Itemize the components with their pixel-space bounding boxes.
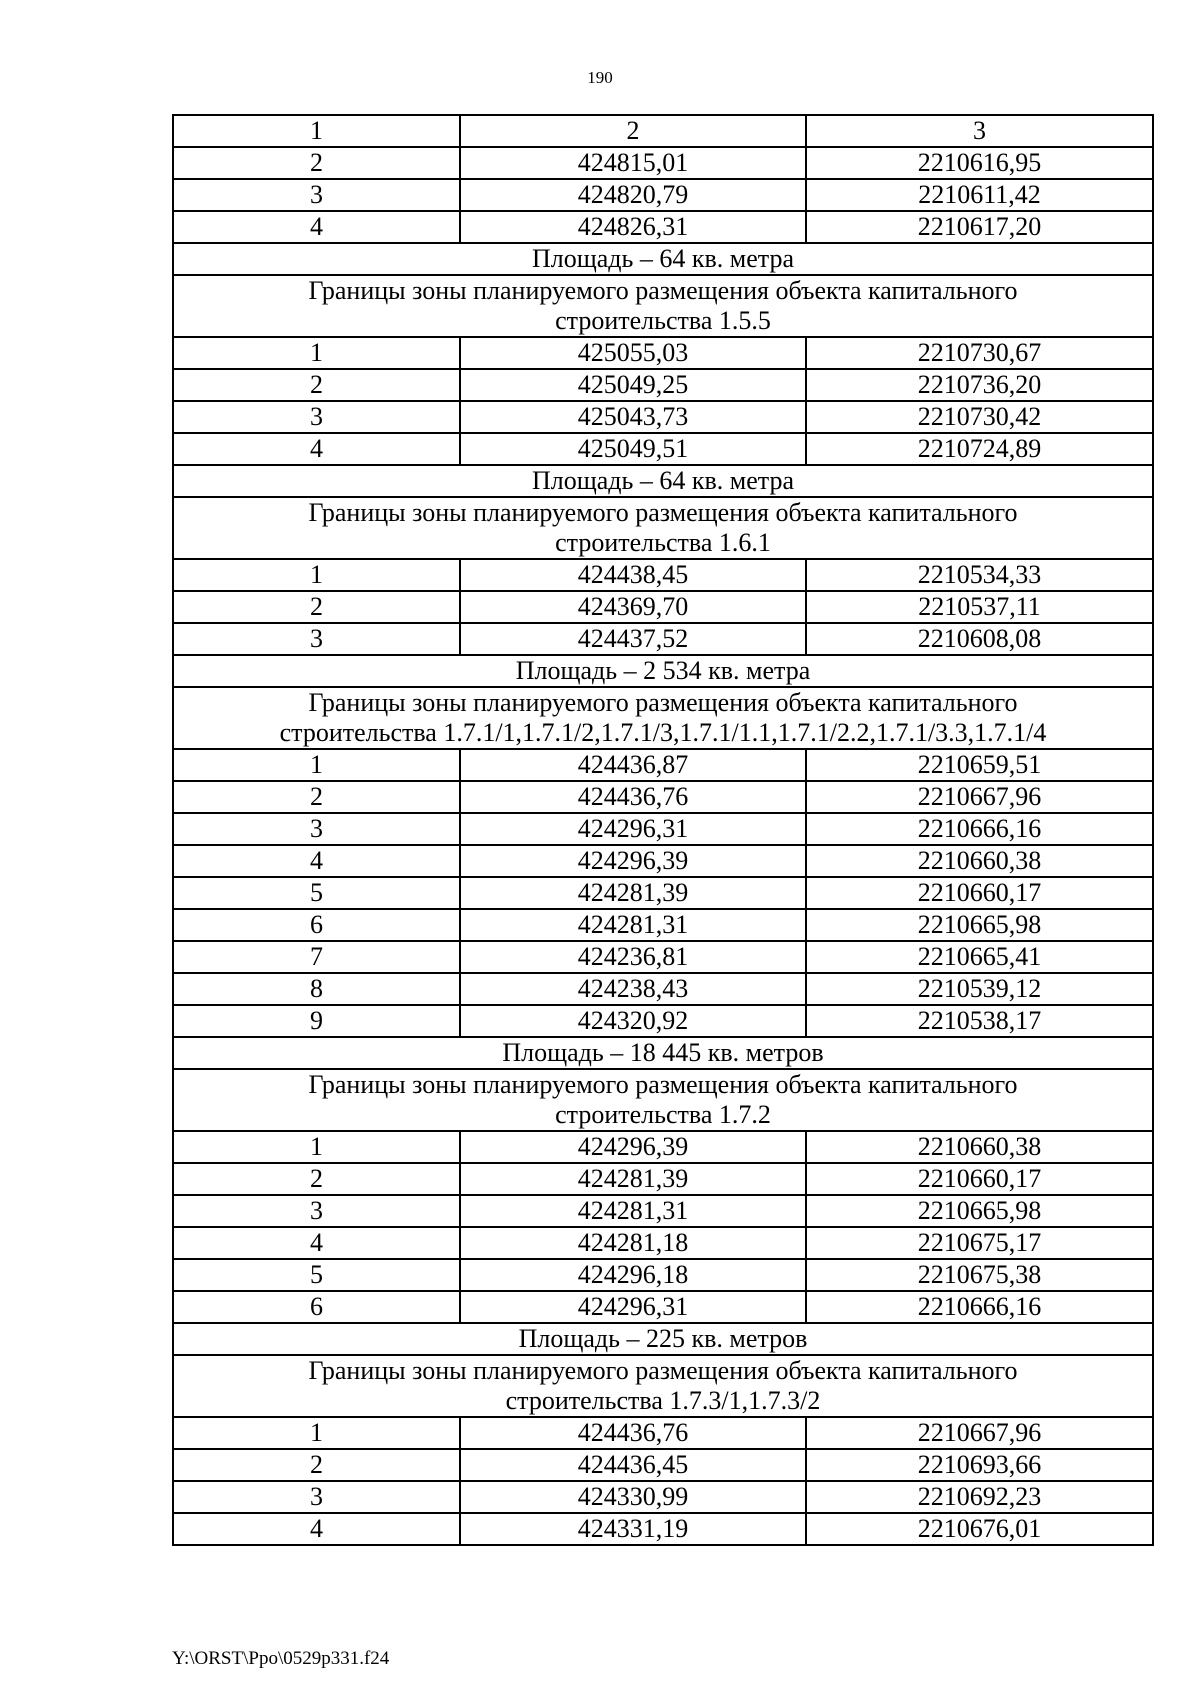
area-row	[173, 465, 1153, 497]
point-number-cell: 6	[173, 909, 460, 941]
y-coordinate-cell: 2210665,98	[806, 1195, 1153, 1227]
table-row	[173, 1449, 1153, 1481]
point-number-cell: 1	[173, 337, 460, 369]
y-coordinate-cell: 2210660,17	[806, 1163, 1153, 1195]
x-coordinate-cell: 424820,79	[460, 179, 806, 211]
table-row	[173, 1481, 1153, 1513]
x-coordinate-cell: 424296,31	[460, 813, 806, 845]
area-row	[173, 243, 1153, 275]
table-row	[173, 1163, 1153, 1195]
table-row	[173, 591, 1153, 623]
point-number-cell: 1	[173, 749, 460, 781]
x-coordinate-cell: 424238,43	[460, 973, 806, 1005]
area-cell: Площадь – 18 445 кв. метров	[173, 1037, 1153, 1069]
point-number-cell: 9	[173, 1005, 460, 1037]
x-coordinate-cell: 424281,39	[460, 877, 806, 909]
section-title-row	[173, 687, 1153, 749]
table-row	[173, 559, 1153, 591]
section-title-line-1: Границы зоны планируемого размещения объекта капитального	[308, 1356, 1018, 1385]
y-coordinate-cell: 2210736,20	[806, 369, 1153, 401]
section-title-row	[173, 275, 1153, 337]
y-coordinate-cell: 2210675,38	[806, 1259, 1153, 1291]
section-title-line-1: Границы зоны планируемого размещения объекта капитального	[308, 498, 1018, 527]
header-cell-2: 2	[460, 115, 806, 147]
table-row	[173, 1227, 1153, 1259]
point-number-cell: 4	[173, 1513, 460, 1545]
section-title-line-1: Границы зоны планируемого размещения объекта капитального	[308, 276, 1018, 305]
y-coordinate-cell: 2210608,08	[806, 623, 1153, 655]
section-title-row	[173, 1355, 1153, 1417]
table-row	[173, 147, 1153, 179]
area-row	[173, 1037, 1153, 1069]
y-coordinate-cell: 2210660,17	[806, 877, 1153, 909]
point-number-cell: 7	[173, 941, 460, 973]
header-cell-1: 1	[173, 115, 460, 147]
x-coordinate-cell: 424281,18	[460, 1227, 806, 1259]
y-coordinate-cell: 2210660,38	[806, 845, 1153, 877]
x-coordinate-cell: 424296,31	[460, 1291, 806, 1323]
point-number-cell: 3	[173, 813, 460, 845]
x-coordinate-cell: 424281,31	[460, 909, 806, 941]
y-coordinate-cell: 2210676,01	[806, 1513, 1153, 1545]
section-title-line-2: строительства 1.6.1	[555, 528, 771, 557]
point-number-cell: 4	[173, 845, 460, 877]
y-coordinate-cell: 2210730,67	[806, 337, 1153, 369]
table-row	[173, 1417, 1153, 1449]
x-coordinate-cell: 424236,81	[460, 941, 806, 973]
y-coordinate-cell: 2210539,12	[806, 973, 1153, 1005]
area-row	[173, 1323, 1153, 1355]
table-row	[173, 179, 1153, 211]
coordinates-table-body	[173, 115, 1153, 1545]
point-number-cell: 3	[173, 623, 460, 655]
x-coordinate-cell: 424296,39	[460, 1131, 806, 1163]
point-number-cell: 1	[173, 1417, 460, 1449]
section-title	[173, 1355, 1153, 1417]
y-coordinate-cell: 2210617,20	[806, 211, 1153, 243]
y-coordinate-cell: 2210724,89	[806, 433, 1153, 465]
x-coordinate-cell: 424281,31	[460, 1195, 806, 1227]
x-coordinate-cell: 424281,39	[460, 1163, 806, 1195]
table-row	[173, 1005, 1153, 1037]
table-row	[173, 781, 1153, 813]
table-row	[173, 1195, 1153, 1227]
x-coordinate-cell: 424330,99	[460, 1481, 806, 1513]
y-coordinate-cell: 2210666,16	[806, 813, 1153, 845]
file-path-footer: Y:\ORST\Ppo\0529p331.f24	[172, 1648, 390, 1669]
y-coordinate-cell: 2210659,51	[806, 749, 1153, 781]
y-coordinate-cell: 2210538,17	[806, 1005, 1153, 1037]
section-title-line-2: строительства 1.7.3/1,1.7.3/2	[505, 1386, 821, 1415]
area-cell: Площадь – 225 кв. метров	[173, 1323, 1153, 1355]
x-coordinate-cell: 424436,76	[460, 1417, 806, 1449]
point-number-cell: 5	[173, 877, 460, 909]
header-row	[173, 115, 1153, 147]
y-coordinate-cell: 2210666,16	[806, 1291, 1153, 1323]
section-title	[173, 497, 1153, 559]
table-row	[173, 211, 1153, 243]
x-coordinate-cell: 424438,45	[460, 559, 806, 591]
table-row	[173, 877, 1153, 909]
x-coordinate-cell: 425049,25	[460, 369, 806, 401]
y-coordinate-cell: 2210660,38	[806, 1131, 1153, 1163]
area-cell: Площадь – 64 кв. метра	[173, 465, 1153, 497]
table-row	[173, 1131, 1153, 1163]
x-coordinate-cell: 424369,70	[460, 591, 806, 623]
x-coordinate-cell: 425055,03	[460, 337, 806, 369]
table-row	[173, 433, 1153, 465]
x-coordinate-cell: 424320,92	[460, 1005, 806, 1037]
section-title-line-2: строительства 1.7.2	[555, 1100, 771, 1129]
point-number-cell: 2	[173, 781, 460, 813]
y-coordinate-cell: 2210730,42	[806, 401, 1153, 433]
point-number-cell: 3	[173, 401, 460, 433]
table-row	[173, 1513, 1153, 1545]
area-cell: Площадь – 2 534 кв. метра	[173, 655, 1153, 687]
y-coordinate-cell: 2210665,41	[806, 941, 1153, 973]
point-number-cell: 3	[173, 1195, 460, 1227]
x-coordinate-cell: 424826,31	[460, 211, 806, 243]
point-number-cell: 6	[173, 1291, 460, 1323]
point-number-cell: 2	[173, 591, 460, 623]
table-row	[173, 623, 1153, 655]
table-row	[173, 337, 1153, 369]
point-number-cell: 4	[173, 433, 460, 465]
x-coordinate-cell: 424437,52	[460, 623, 806, 655]
section-title-line-1: Границы зоны планируемого размещения объекта капитального	[308, 1070, 1018, 1099]
point-number-cell: 4	[173, 211, 460, 243]
section-title-line-2: строительства 1.5.5	[555, 306, 771, 335]
table-row	[173, 973, 1153, 1005]
y-coordinate-cell: 2210692,23	[806, 1481, 1153, 1513]
table-row	[173, 749, 1153, 781]
x-coordinate-cell: 425049,51	[460, 433, 806, 465]
section-title-row	[173, 497, 1153, 559]
table-row	[173, 1259, 1153, 1291]
section-title-line-1: Границы зоны планируемого размещения объекта капитального	[308, 688, 1018, 717]
y-coordinate-cell: 2210534,33	[806, 559, 1153, 591]
y-coordinate-cell: 2210693,66	[806, 1449, 1153, 1481]
section-title	[173, 275, 1153, 337]
x-coordinate-cell: 424331,19	[460, 1513, 806, 1545]
point-number-cell: 5	[173, 1259, 460, 1291]
section-title-line-2: строительства 1.7.1/1,1.7.1/2,1.7.1/3,1.7.1/1.1,1.7.1/2.2,1.7.1/3.3,1.7.1/4	[279, 718, 1047, 747]
table-row	[173, 909, 1153, 941]
x-coordinate-cell: 424296,39	[460, 845, 806, 877]
y-coordinate-cell: 2210537,11	[806, 591, 1153, 623]
x-coordinate-cell: 424815,01	[460, 147, 806, 179]
point-number-cell: 2	[173, 1163, 460, 1195]
table-row	[173, 369, 1153, 401]
point-number-cell: 4	[173, 1227, 460, 1259]
table-row	[173, 941, 1153, 973]
x-coordinate-cell: 424436,45	[460, 1449, 806, 1481]
x-coordinate-cell: 424436,87	[460, 749, 806, 781]
y-coordinate-cell: 2210667,96	[806, 1417, 1153, 1449]
area-row	[173, 655, 1153, 687]
y-coordinate-cell: 2210616,95	[806, 147, 1153, 179]
point-number-cell: 2	[173, 369, 460, 401]
point-number-cell: 3	[173, 1481, 460, 1513]
x-coordinate-cell: 425043,73	[460, 401, 806, 433]
section-title	[173, 687, 1153, 749]
x-coordinate-cell: 424296,18	[460, 1259, 806, 1291]
point-number-cell: 1	[173, 559, 460, 591]
y-coordinate-cell: 2210675,17	[806, 1227, 1153, 1259]
coordinates-table	[172, 114, 1154, 1546]
point-number-cell: 2	[173, 1449, 460, 1481]
section-title	[173, 1069, 1153, 1131]
y-coordinate-cell: 2210667,96	[806, 781, 1153, 813]
header-cell-3: 3	[806, 115, 1153, 147]
table-row	[173, 401, 1153, 433]
point-number-cell: 8	[173, 973, 460, 1005]
table-row	[173, 813, 1153, 845]
y-coordinate-cell: 2210611,42	[806, 179, 1153, 211]
section-title-row	[173, 1069, 1153, 1131]
x-coordinate-cell: 424436,76	[460, 781, 806, 813]
table-row	[173, 1291, 1153, 1323]
point-number-cell: 1	[173, 1131, 460, 1163]
y-coordinate-cell: 2210665,98	[806, 909, 1153, 941]
point-number-cell: 2	[173, 147, 460, 179]
point-number-cell: 3	[173, 179, 460, 211]
area-cell: Площадь – 64 кв. метра	[173, 243, 1153, 275]
page-number: 190	[587, 68, 613, 87]
table-row	[173, 845, 1153, 877]
